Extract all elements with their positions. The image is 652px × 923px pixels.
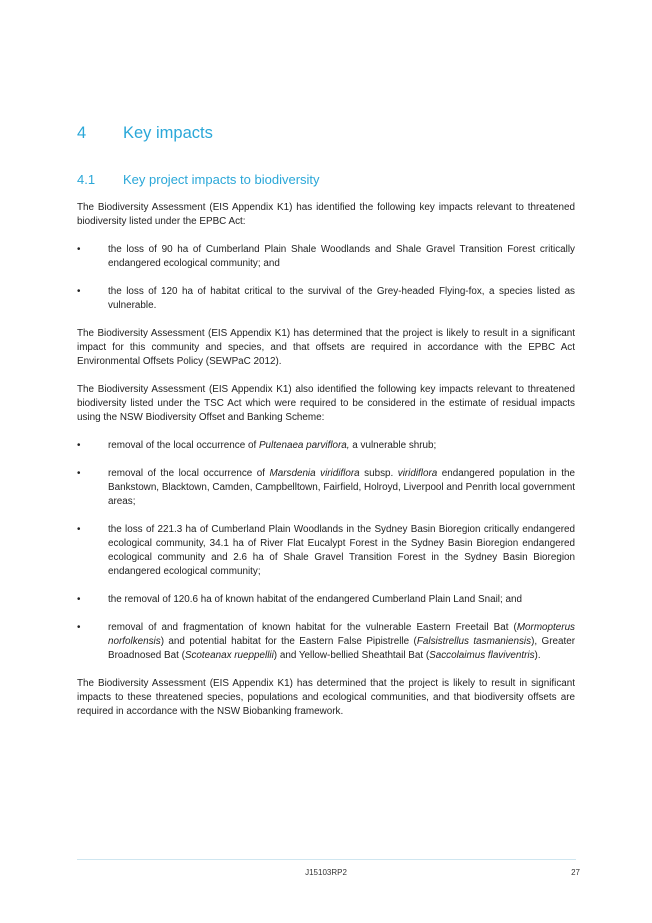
paragraph: The Biodiversity Assessment (EIS Appendix K1) has identified the following key impacts relevant to threatened biodiversity listed under the EPBC Act:: [77, 202, 575, 227]
bullet-icon: •: [77, 524, 81, 535]
bullet-icon: •: [77, 594, 81, 605]
section-number: 4: [77, 124, 87, 142]
list-item: • removal of the local occurrence of Pultenaea parviflora, a vulnerable shrub;: [77, 440, 437, 451]
subsection-title: Key project impacts to biodiversity: [123, 172, 320, 187]
list-item: • removal of the local occurrence of Marsdenia viridiflora subsp. viridiflora endangered population in the Bankstown, Blacktown, Camden, Campbelltown, Fairfield, Holroyd, Liverpool and Penrith local government areas;: [77, 468, 575, 507]
list-item: • the loss of 90 ha of Cumberland Plain Shale Woodlands and Shale Gravel Transition Forest critically endangered ecological community; and: [77, 244, 575, 269]
bullet-icon: •: [77, 244, 81, 255]
subsection-number: 4.1: [77, 172, 96, 187]
tsc-impacts-list: [77, 439, 575, 663]
footer-page-number: 27: [571, 868, 580, 877]
list-item: • the loss of 120 ha of habitat critical to the survival of the Grey-headed Flying-fox, a species listed as vulnerable.: [77, 286, 575, 311]
list-item: • the loss of 221.3 ha of Cumberland Plain Woodlands in the Sydney Basin Bioregion critically endangered ecological community, 34.1 ha of River Flat Eucalypt Forest in the Sydney Basin Bioregion endangered ecological community and 2.6 ha of Shale Gravel Transition Forest in the Sydney Basin Bioregion endangered ecological community;: [77, 524, 575, 577]
paragraph: The Biodiversity Assessment (EIS Appendix K1) has determined that the project is likely to result in significant impacts to these threatened species, populations and ecological communities, and that biodiversity offsets are required in accordance with the NSW Biobanking framework.: [77, 678, 575, 717]
body-text: [77, 201, 575, 733]
section-heading: [77, 124, 213, 143]
bullet-icon: •: [77, 440, 81, 451]
bullet-icon: •: [77, 622, 81, 633]
bullet-icon: •: [77, 286, 81, 297]
bullet-icon: •: [77, 468, 81, 479]
paragraph: The Biodiversity Assessment (EIS Appendix K1) has determined that the project is likely to result in a significant impact for this community and species, and that offsets are required in accordance with the EPBC Act Environmental Offsets Policy (SEWPaC 2012).: [77, 328, 575, 367]
footer-document-code: J15103RP2: [305, 868, 347, 877]
list-item: • removal of and fragmentation of known habitat for the vulnerable Eastern Freetail Bat (Mormopterus norfolkensis) and potential habitat for the Eastern False Pipistrelle (Falsistrellus tasmaniensis), Greater Broadnosed Bat (Scoteanax rueppellii) and Yellow-bellied Sheathtail Bat (Saccolaimus flaviventris).: [77, 622, 576, 661]
epbc-impacts-list: [77, 243, 575, 313]
section-title: Key impacts: [123, 124, 213, 142]
list-item: • the removal of 120.6 ha of known habitat of the endangered Cumberland Plain Land Snail; and: [77, 594, 522, 605]
subsection-heading: [77, 172, 320, 187]
footer-divider: [77, 859, 576, 860]
paragraph: The Biodiversity Assessment (EIS Appendix K1) also identified the following key impacts relevant to threatened biodiversity listed under the TSC Act which were required to be considered in the estimate of residual impacts using the NSW Biodiversity Offset and Banking Scheme:: [77, 384, 575, 423]
